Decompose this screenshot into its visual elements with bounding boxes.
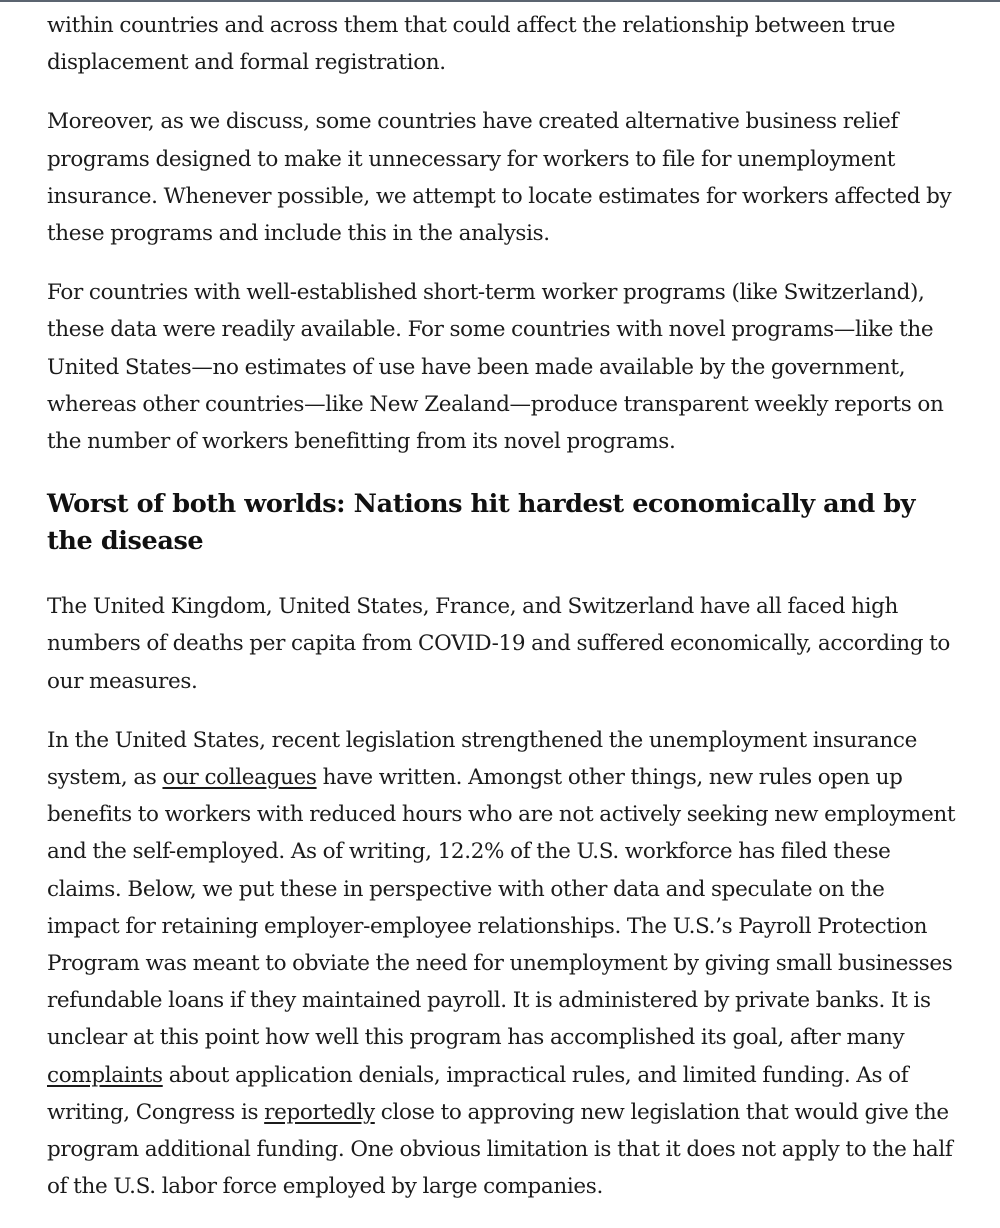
paragraph-relief-programs: Moreover, as we discuss, some countries have created alternative business relief programs designed to make it unnecessary for workers to file for unemployment insurance. Whenever possible, we attempt to locate estimates for workers affected by these programs and include this in the analysis. [47, 109, 952, 247]
article-body [47, 7, 957, 1227]
paragraph-hardest-hit: The United Kingdom, United States, France, and Switzerland have all faced high numbers of deaths per capita from COVID-19 and suffered economically, according to our measures. [47, 594, 951, 694]
paragraph-united-states [47, 722, 957, 1206]
section-heading: Worst of both worlds: Nations hit hardest economically and by the disease [47, 489, 916, 557]
paragraph-text: have written. Amongst other things, new rules open up benefits to workers with reduced hours who are not actively seeking new employment and the self-employed. As of writing, 12.2% of the U.S. workforce has filed these claims. Below, we put these in perspective with other data and speculate on the impact for retaining employer-employee relationships. The U.S.’s Payroll Protection Program was meant to obviate the need for unemployment by giving small businesses refundable loans if they maintained payroll. It is administered by private banks. It is unclear at this point how well this program has accomplished its goal, after many [47, 765, 956, 1051]
complaints-link[interactable]: complaints [47, 1062, 163, 1088]
paragraph-short-term-programs: For countries with well-established short-term worker programs (like Switzerland), these data were readily available. For some countries with novel programs—like the United States—no estimates of use have been made available by the government, whereas other countries—like New Zealand—produce transparent weekly reports on the number of workers benefitting from its novel programs. [47, 280, 944, 455]
reportedly-link[interactable]: reportedly [264, 1099, 375, 1125]
paragraph-text: close to approving new legislation that would give the program additional funding. One obvious limitation is that it does not apply to the half of the U.S. labor force employed by large companies. [47, 1099, 953, 1200]
top-divider [0, 0, 1000, 2]
paragraph-text: In the United States, recent legislation strengthened the unemployment insurance system, as [47, 727, 917, 791]
paragraph-registration: within countries and across them that could affect the relationship between true displacement and formal registration. [47, 13, 896, 76]
our-colleagues-link[interactable]: our colleagues [162, 765, 317, 791]
paragraph-text: about application denials, impractical rules, and limited funding. As of writing, Congress is [47, 1062, 909, 1125]
